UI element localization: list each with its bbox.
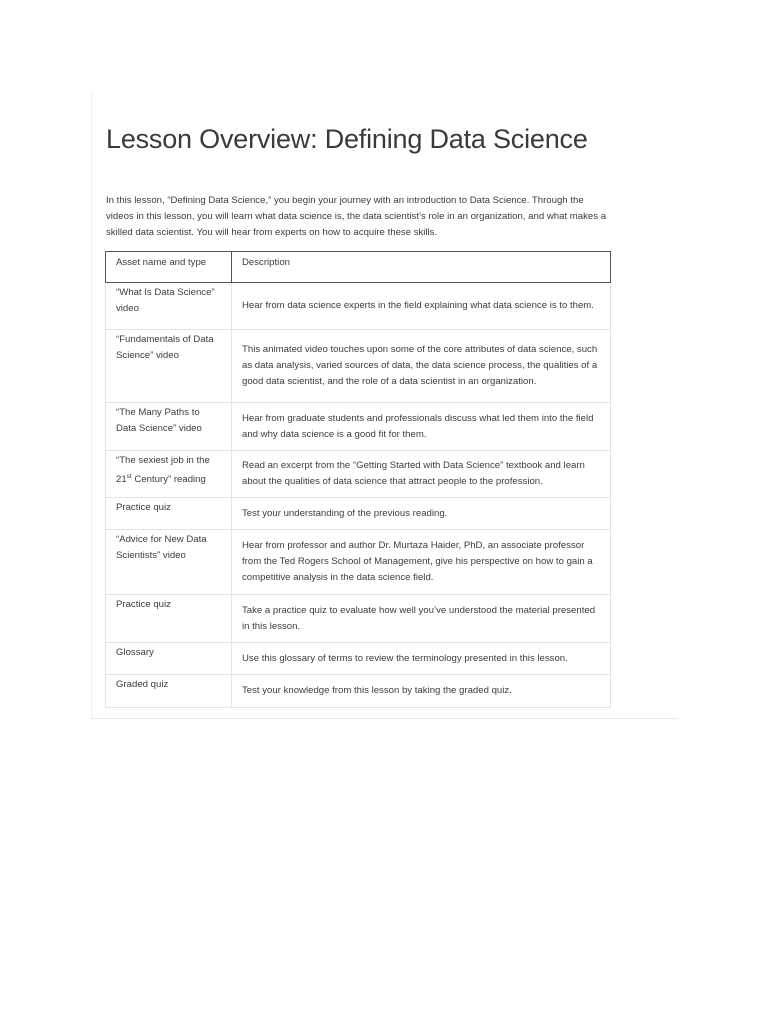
table-row	[106, 498, 611, 530]
table-row	[106, 403, 611, 451]
table-header-row	[106, 252, 611, 283]
asset-cell: Glossary	[106, 643, 232, 675]
table-row	[106, 283, 611, 330]
column-header-asset: Asset name and type	[106, 252, 232, 283]
lesson-title: Lesson Overview: Defining Data Science	[106, 124, 588, 154]
asset-cell: “Advice for New Data Scientists” video	[106, 530, 232, 595]
asset-table	[105, 251, 611, 708]
asset-cell: Practice quiz	[106, 498, 232, 530]
description-cell: Use this glossary of terms to review the terminology presented in this lesson.	[232, 643, 611, 675]
column-header-description: Description	[232, 252, 611, 283]
asset-text-tail: Century” reading	[131, 474, 206, 486]
table-row	[106, 530, 611, 595]
table-row	[106, 451, 611, 498]
table-row	[106, 675, 611, 708]
asset-text: “The sexiest job in the 21	[116, 455, 210, 486]
description-cell: Read an excerpt from the “Getting Started with Data Science” textbook and learn about the qualities of data science that attract people to the profession.	[232, 451, 611, 498]
description-cell: Test your understanding of the previous reading.	[232, 498, 611, 530]
lesson-intro: In this lesson, “Defining Data Science,” you begin your journey with an introduction to Data Science. Through the videos in this lesson, you will learn what data science is, the data scientist’s role in an organization, and what makes a skilled data scientist. You will hear from experts on how to acquire these skills.	[106, 195, 607, 238]
table-row	[106, 643, 611, 675]
description-cell: Hear from professor and author Dr. Murtaza Haider, PhD, an associate professor from the Ted Rogers School of Management, give his perspective on how to gain a competitive analysis in the data science field.	[232, 530, 611, 595]
asset-cell: “What Is Data Science” video	[106, 283, 232, 330]
asset-cell: Practice quiz	[106, 595, 232, 643]
description-cell: This animated video touches upon some of the core attributes of data science, such as data analysis, varied sources of data, the data science process, the qualities of a good data scientist, and the role of a data scientist in an organization.	[232, 330, 611, 403]
description-cell: Hear from graduate students and professionals discuss what led them into the field and why data science is a good fit for them.	[232, 403, 611, 451]
asset-cell	[106, 451, 232, 498]
asset-cell: “The Many Paths to Data Science” video	[106, 403, 232, 451]
description-cell: Test your knowledge from this lesson by taking the graded quiz.	[232, 675, 611, 708]
asset-cell: Graded quiz	[106, 675, 232, 708]
table-row	[106, 595, 611, 643]
table-row	[106, 330, 611, 403]
description-cell: Take a practice quiz to evaluate how well you’ve understood the material presented in this lesson.	[232, 595, 611, 643]
asset-cell: “Fundamentals of Data Science” video	[106, 330, 232, 403]
asset-superscript: st	[126, 473, 132, 480]
description-cell: Hear from data science experts in the field explaining what data science is to them.	[232, 283, 611, 330]
